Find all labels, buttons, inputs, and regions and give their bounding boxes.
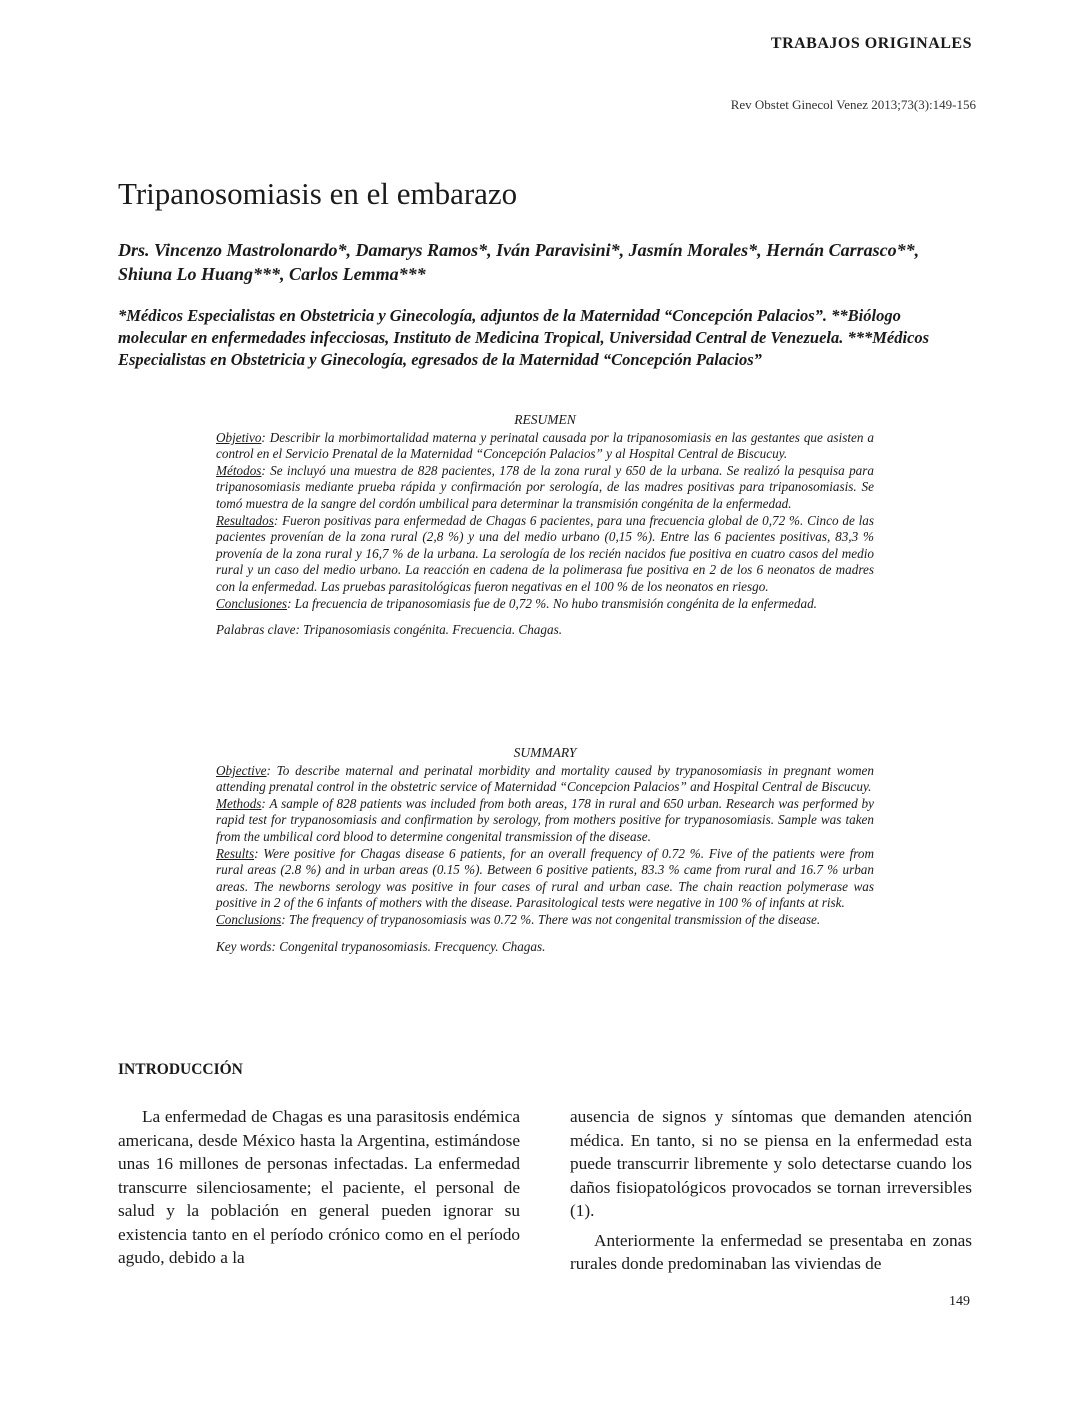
summary-objective-text: : To describe maternal and perinatal morbidity and mortality caused by trypanosomiasis in pregnant women attending prenatal control in the obstetric service of Maternidad “Concepcion Palacios” and Hospital Central de Biscucuy.	[216, 762, 874, 795]
author-list: Drs. Vincenzo Mastrolonardo*, Damarys Ramos*, Iván Paravisini*, Jasmín Morales*, Hernán Carrasco**, Shiuna Lo Huang***, Carlos Lemma***	[118, 240, 920, 284]
intro-column-left	[118, 1105, 520, 1270]
page-number: 149	[949, 1294, 970, 1309]
section-label: TRABAJOS ORIGINALES	[770, 35, 972, 52]
resumen-conclusiones-label: Conclusiones	[216, 595, 288, 611]
resumen-objetivo	[216, 430, 874, 463]
summary-keywords: Key words: Congenital trypanosomiasis. Frecquency. Chagas.	[216, 938, 546, 954]
resumen-keywords: Palabras clave: Tripanosomiasis congénita. Frecuencia. Chagas.	[216, 622, 563, 638]
summary-results-text: : Were positive for Chagas disease 6 patients, for an overall frequency of 0.72 %. Five of the patients were from rural areas (2.8 %) and in urban areas (0.15 %). Between 6 positive patients, 83.3 % came from rural and 16.7 % urban areas. The newborns serology was positive in four cases of rural and urban case. The chain reaction polymerase was positive in 2 of the 6 infants of mothers with the disease. Parasitological tests were negative in 100 % of infants at risk.	[216, 845, 874, 911]
intro-column-right	[570, 1105, 972, 1276]
summary-methods-text: : A sample of 828 patients was included from both areas, 178 in rural and 650 urban. Research was performed by rapid test for trypanosomiasis and confirmation by serology, from mothers positive for trypanosomiasis. Sample was taken from the umbilical cord blood to determine congenital transmission of the disease.	[216, 795, 874, 844]
resumen-resultados	[216, 513, 874, 596]
intro-heading: INTRODUCCIÓN	[118, 1061, 243, 1078]
summary-conclusions	[216, 912, 874, 929]
summary-results	[216, 846, 874, 912]
resumen-metodos-text: : Se incluyó una muestra de 828 pacientes, 178 de la zona rural y 650 de la urbana. Se realizó la pesquisa para tripanosomiasis mediante prueba rápida y confirmación por serología, de las madres positivas para tripanosomiasis. Se tomó muestra de la sangre del cordón umbilical para determinar la transmisión congénita de la enfermedad.	[216, 462, 874, 511]
resumen-section	[216, 412, 874, 639]
summary-methods	[216, 796, 874, 846]
resumen-resultados-label: Resultados	[216, 512, 274, 528]
intro-right-paragraph-1: ausencia de signos y síntomas que demanden atención médica. En tanto, si no se piensa en la enfermedad esta puede transcurrir libremente y solo detectarse cuando los daños fisiopatológicos provocados se tornan irreversibles (1).	[570, 1107, 972, 1220]
resumen-resultados-text: : Fueron positivas para enfermedad de Chagas 6 pacientes, para una frecuencia global de 0,72 %. Cinco de las pacientes provenían de la zona rural (2,8 %) y una del medio urbano (0,15 %). Entre las 6 pacientes positivas, 83,3 % provenía de la zona rural y 16,7 % de la urbana. La serología de los recién nacidos fue positiva en cuatro casos del medio rural y un caso del medio urbano. La reacción en cadena de la polimerasa fue positiva en 2 de los 6 neonatos de madres con la enfermedad. Las pruebas parasitológicas fueron negativas en el 100 % de los neonatos en riesgo.	[216, 512, 874, 594]
author-affiliations: *Médicos Especialistas en Obstetricia y Ginecología, adjuntos de la Maternidad “Concepción Palacios”. **Biólogo molecular en enfermedades infecciosas, Instituto de Medicina Tropical, Universidad Central de Venezuela. ***Médicos Especialistas en Obstetricia y Ginecología, egresados de la Maternidad “Concepción Palacios”	[118, 306, 930, 369]
resumen-objetivo-label: Objetivo	[216, 429, 262, 445]
resumen-heading: RESUMEN	[514, 412, 576, 427]
journal-citation: Rev Obstet Ginecol Venez 2013;73(3):149-156	[730, 97, 976, 112]
summary-section	[216, 745, 874, 955]
summary-objective	[216, 763, 874, 796]
summary-heading: SUMMARY	[513, 745, 577, 760]
summary-results-label: Results	[216, 845, 255, 861]
summary-methods-label: Methods	[216, 795, 262, 811]
summary-conclusions-text: : The frequency of trypanosomiasis was 0.72 %. There was not congenital transmission of the disease.	[281, 911, 821, 927]
resumen-objetivo-text: : Describir la morbimortalidad materna y perinatal causada por la tripanosomiasis en las gestantes que asisten a control en el Servicio Prenatal de la Maternidad “Concepción Palacios” y al Hospital Central de Biscucuy.	[216, 429, 874, 462]
article-title: Tripanosomiasis en el embarazo	[118, 176, 518, 211]
intro-left-paragraph: La enfermedad de Chagas es una parasitosis endémica americana, desde México hasta la Argentina, estimándose unas 16 millones de personas infectadas. La enfermedad transcurre silenciosamente; el paciente, el personal de salud y la población en general pueden ignorar su existencia tanto en el período crónico como en el período agudo, debido a la	[118, 1107, 520, 1267]
summary-objective-label: Objective	[216, 762, 267, 778]
resumen-metodos	[216, 463, 874, 513]
intro-right-paragraph-2: Anteriormente la enfermedad se presentaba en zonas rurales donde predominaban las viviendas de	[570, 1230, 972, 1273]
resumen-conclusiones	[216, 596, 874, 613]
resumen-metodos-label: Métodos	[216, 462, 262, 478]
summary-conclusions-label: Conclusions	[216, 911, 282, 927]
resumen-conclusiones-text: : La frecuencia de tripanosomiasis fue de 0,72 %. No hubo transmisión congénita de la enfermedad.	[287, 595, 817, 611]
